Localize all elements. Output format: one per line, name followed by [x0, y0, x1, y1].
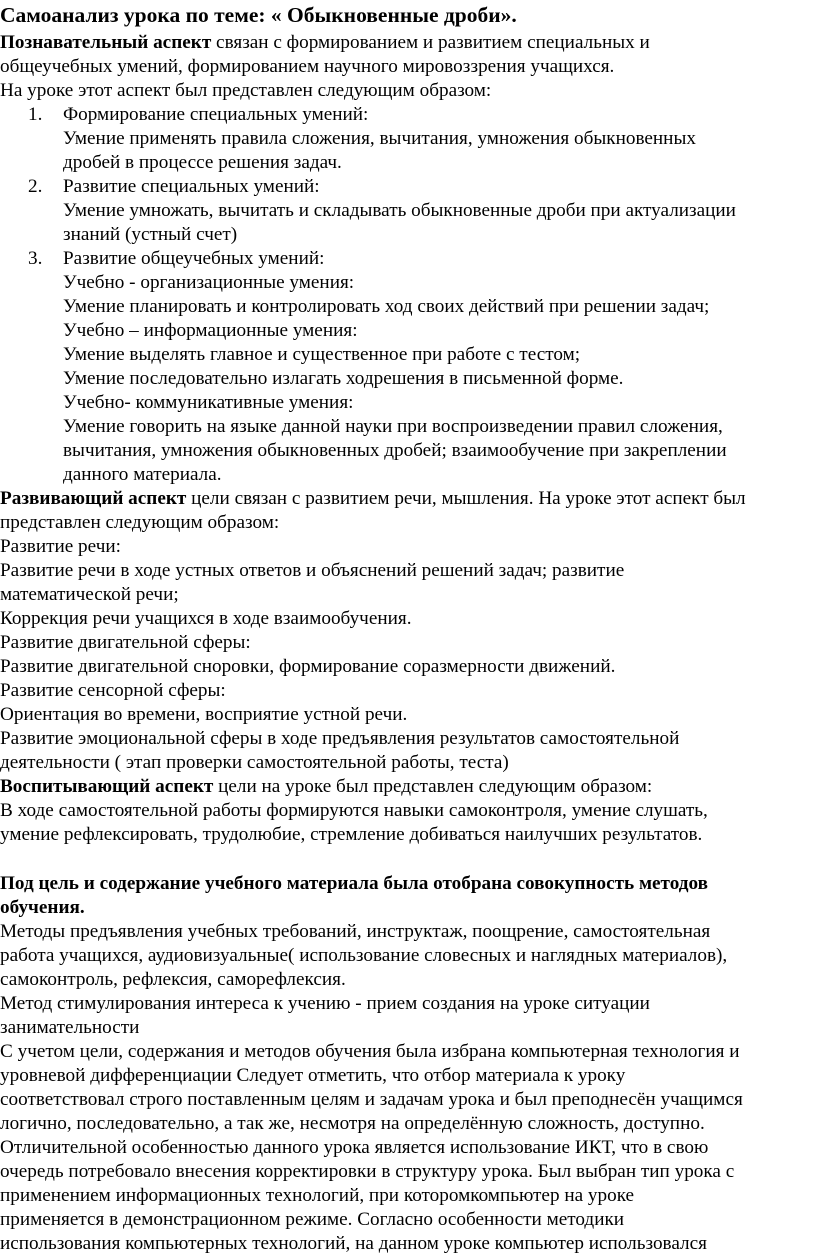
- list-item-line: знаний (устный счет): [63, 224, 238, 245]
- list-item-title: Формирование специальных умений:: [63, 104, 369, 125]
- educational-intro-text: цели на уроке был представлен следующим образом:: [213, 776, 653, 797]
- paragraph-line: представлен следующим образом:: [0, 512, 280, 533]
- list-item-line: Учебно – информационные умения:: [63, 320, 358, 341]
- educational-intro-line: [0, 775, 652, 799]
- paragraph-line: Коррекция речи учащихся в ходе взаимообучения.: [0, 608, 412, 629]
- methods-heading: Под цель и содержание учебного материала была отобрана совокупность методов: [0, 873, 708, 894]
- paragraph-line: математической речи;: [0, 584, 179, 605]
- developmental-intro-line: [0, 487, 746, 511]
- list-item-line: Умение планировать и контролировать ход своих действий при решении задач;: [63, 296, 710, 317]
- list-item-line: Умение умножать, вычитать и складывать обыкновенные дроби при актуализации: [63, 200, 736, 221]
- list-item-line: данного материала.: [63, 464, 222, 485]
- developmental-heading: Развивающий аспект: [0, 488, 187, 509]
- paragraph-line: использования компьютерных технологий, на данном уроке компьютер использовался: [0, 1233, 707, 1254]
- cognitive-intro-line-2: общеучебных умений, формированием научного мировоззрения учащихся.: [0, 56, 615, 77]
- cognitive-intro-line-3: На уроке этот аспект был представлен следующим образом:: [0, 80, 492, 101]
- paragraph-line: очередь потребовало внесения корректировки в структуру урока. Был выбран тип урока с: [0, 1161, 735, 1182]
- paragraph-line: Развитие сенсорной сферы:: [0, 680, 226, 701]
- list-item-line: Учебно- коммуникативные умения:: [63, 392, 354, 413]
- list-item-line: Умение говорить на языке данной науки при воспроизведении правил сложения,: [63, 416, 723, 437]
- document-title: Самоанализ урока по теме: « Обыкновенные дроби».: [0, 3, 517, 27]
- list-item-number: 1.: [28, 104, 43, 125]
- paragraph-line: В ходе самостоятельной работы формируются навыки самоконтроля, умение слушать,: [0, 800, 708, 821]
- paragraph-line: деятельности ( этап проверки самостоятельной работы, теста): [0, 752, 509, 773]
- list-item-line: Умение выделять главное и существенное при работе с тестом;: [63, 344, 581, 365]
- paragraph-line: Развитие двигательной сноровки, формирование соразмерности движений.: [0, 656, 616, 677]
- paragraph-line: Методы предъявления учебных требований, инструктаж, поощрение, самостоятельная: [0, 921, 711, 942]
- paragraph-line: применяется в демонстрационном режиме. Согласно особенности методики: [0, 1209, 625, 1230]
- cognitive-heading: Познавательный аспект: [0, 32, 212, 53]
- paragraph-line: С учетом цели, содержания и методов обучения была избрана компьютерная технология и: [0, 1041, 740, 1062]
- paragraph-line: Отличительной особенностью данного урока является использование ИКТ, что в свою: [0, 1137, 709, 1158]
- list-item-line: Умение последовательно излагать ходрешения в письменной форме.: [63, 368, 624, 389]
- methods-heading: обучения.: [0, 897, 85, 918]
- list-item-number: 2.: [28, 176, 43, 197]
- paragraph-line: применением информационных технологий, при которомкомпьютер на уроке: [0, 1185, 635, 1206]
- list-item-line: Умение применять правила сложения, вычитания, умножения обыкновенных: [63, 128, 696, 149]
- paragraph-line: Развитие речи в ходе устных ответов и объяснений решений задач; развитие: [0, 560, 625, 581]
- list-item-number: 3.: [28, 248, 43, 269]
- cognitive-intro-line: [0, 31, 650, 55]
- paragraph-line: Развитие двигательной сферы:: [0, 632, 251, 653]
- cognitive-intro-text: связан с формированием и развитием специальных и: [211, 32, 650, 53]
- paragraph-line: уровневой дифференциации Следует отметить, что отбор материала к уроку: [0, 1065, 626, 1086]
- list-item-line: вычитания, умножения обыкновенных дробей; взаимообучение при закреплении: [63, 440, 727, 461]
- paragraph-line: Ориентация во времени, восприятие устной речи.: [0, 704, 408, 725]
- list-item-line: Учебно - организационные умения:: [63, 272, 355, 293]
- paragraph-line: соответствовал строго поставленным целям и задачам урока и был преподнесён учащимся: [0, 1089, 743, 1110]
- paragraph-line: самоконтроль, рефлексия, саморефлексия.: [0, 969, 346, 990]
- paragraph-line: логично, последовательно, а так же, несмотря на определённую сложность, доступно.: [0, 1113, 705, 1134]
- list-item-title: Развитие специальных умений:: [63, 176, 320, 197]
- paragraph-line: умение рефлексировать, трудолюбие, стремление добиваться наилучших результатов.: [0, 824, 703, 845]
- list-item-line: дробей в процессе решения задач.: [63, 152, 342, 173]
- paragraph-line: Развитие речи:: [0, 536, 121, 557]
- paragraph-line: занимательности: [0, 1017, 140, 1038]
- developmental-intro-text: цели связан с развитием речи, мышления. На уроке этот аспект был: [186, 488, 746, 509]
- list-item-title: Развитие общеучебных умений:: [63, 248, 325, 269]
- educational-heading: Воспитывающий аспект: [0, 776, 214, 797]
- paragraph-line: работа учащихся, аудиовизуальные( использование словесных и наглядных материалов),: [0, 945, 728, 966]
- paragraph-line: Метод стимулирования интереса к учению - прием создания на уроке ситуации: [0, 993, 650, 1014]
- paragraph-line: Развитие эмоциональной сферы в ходе предъявления результатов самостоятельной: [0, 728, 680, 749]
